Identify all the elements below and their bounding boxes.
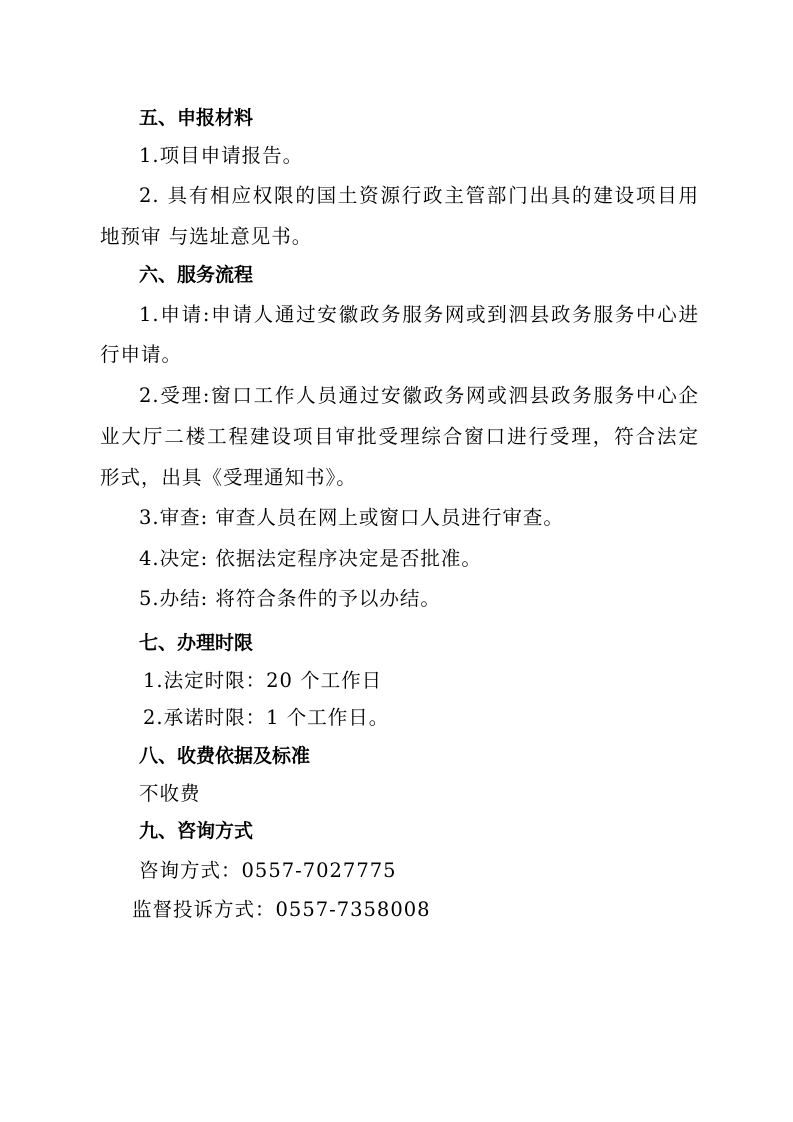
process-step-2-line-1: 2.受理:窗口工作人员通过安徽政务网或泗县政务服务中心企 [139, 384, 699, 407]
section-heading-fees: 八、收费依据及标准 [139, 745, 311, 767]
process-step-1-line-1: 1.申请:申请人通过安徽政务服务网或到泗县政务服务中心进 [139, 303, 699, 326]
process-step-2-line-2: 业大厅二楼工程建设项目审批受理综合窗口进行受理，符合法定 [100, 425, 699, 448]
process-step-2-line-3: 形式，出具《受理通知书》。 [100, 466, 357, 489]
section-heading-consult: 九、咨询方式 [139, 820, 254, 842]
fees-text: 不收费 [139, 782, 201, 805]
complaint-phone: 监督投诉方式：0557-7358008 [132, 898, 431, 921]
process-step-3: 3.审查: 审查人员在网上或窗口人员进行审查。 [139, 506, 564, 529]
materials-item-1: 1.项目申请报告。 [139, 144, 304, 167]
process-step-1-line-2: 行申请。 [100, 343, 183, 366]
materials-item-2-line-1: 2. 具有相应权限的国土资源行政主管部门出具的建设项目用 [139, 184, 699, 207]
time-limit-legal: 1.法定时限：20 个工作日 [143, 669, 383, 692]
consult-phone: 咨询方式：0557-7027775 [139, 859, 397, 882]
process-step-5: 5.办结: 将符合条件的予以办结。 [139, 587, 441, 610]
materials-item-2-line-2: 地预审 与选址意见书。 [100, 225, 313, 248]
process-step-4: 4.决定: 依据法定程序决定是否批准。 [139, 547, 482, 570]
time-limit-promised: 2.承诺时限：1 个工作日。 [143, 706, 390, 729]
section-heading-time-limit: 七、办理时限 [139, 632, 254, 654]
section-heading-process: 六、服务流程 [139, 264, 254, 286]
section-heading-materials: 五、申报材料 [139, 107, 254, 129]
